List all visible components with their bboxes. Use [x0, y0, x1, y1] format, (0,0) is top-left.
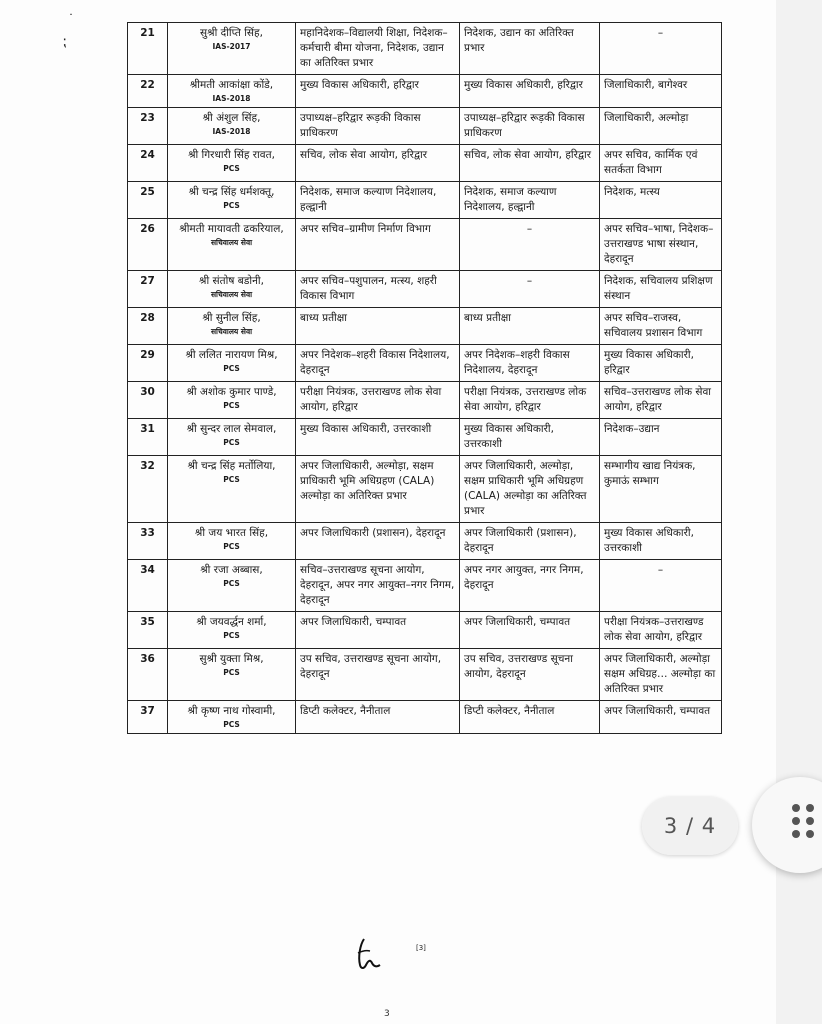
new-posting: – — [600, 23, 722, 75]
current-posting: निदेशक, समाज कल्याण निदेशालय, हल्द्वानी — [296, 182, 460, 219]
table-row — [128, 145, 722, 182]
new-posting: सम्भागीय खाद्य नियंत्रक, कुमाऊं सम्भाग — [600, 456, 722, 523]
retained-posting: अपर नगर आयुक्त, नगर निगम, देहरादून — [460, 560, 600, 612]
footer-mark: [3] — [416, 944, 426, 952]
current-posting: बाध्य प्रतीक्षा — [296, 308, 460, 345]
officer-service: PCS — [223, 164, 240, 173]
officer-cell — [168, 75, 296, 108]
table-row — [128, 523, 722, 560]
officer-cell — [168, 219, 296, 271]
grid-dots-icon — [792, 804, 818, 844]
retained-posting: मुख्य विकास अधिकारी, उत्तरकाशी — [460, 419, 600, 456]
current-posting: परीक्षा नियंत्रक, उत्तराखण्ड लोक सेवा आयोग, हरिद्वार — [296, 382, 460, 419]
officer-name: श्री ललित नारायण मिश्र, — [185, 349, 278, 361]
page-indicator: 3 / 4 — [642, 797, 738, 855]
new-posting: अपर सचिव–राजस्व, सचिवालय प्रशासन विभाग — [600, 308, 722, 345]
table-row — [128, 108, 722, 145]
new-posting: निदेशक–उद्यान — [600, 419, 722, 456]
current-posting: मुख्य विकास अधिकारी, उत्तरकाशी — [296, 419, 460, 456]
serial-number: 31 — [128, 419, 168, 456]
retained-posting: उपाध्यक्ष–हरिद्वार रूड़की विकास प्राधिकरण — [460, 108, 600, 145]
officer-cell — [168, 345, 296, 382]
table-row — [128, 382, 722, 419]
officer-cell — [168, 649, 296, 701]
new-posting: अपर जिलाधिकारी, चम्पावत — [600, 701, 722, 734]
table-row — [128, 23, 722, 75]
officer-cell — [168, 560, 296, 612]
serial-number: 25 — [128, 182, 168, 219]
officer-service: PCS — [223, 542, 240, 551]
retained-posting: मुख्य विकास अधिकारी, हरिद्वार — [460, 75, 600, 108]
officer-cell — [168, 523, 296, 560]
serial-number: 34 — [128, 560, 168, 612]
new-posting: सचिव–उत्तराखण्ड लोक सेवा आयोग, हरिद्वार — [600, 382, 722, 419]
table-row — [128, 308, 722, 345]
new-posting: मुख्य विकास अधिकारी, उत्तरकाशी — [600, 523, 722, 560]
serial-number: 33 — [128, 523, 168, 560]
retained-posting: अपर जिलाधिकारी, अल्मोड़ा, सक्षम प्राधिकारी भूमि अधिग्रहण (CALA) अल्मोड़ा का अतिरिक्त प्रभार — [460, 456, 600, 523]
retained-posting: अपर जिलाधिकारी (प्रशासन), देहरादून — [460, 523, 600, 560]
officer-cell — [168, 456, 296, 523]
retained-posting: निदेशक, उद्यान का अतिरिक्त प्रभार — [460, 23, 600, 75]
serial-number: 27 — [128, 271, 168, 308]
serial-number: 36 — [128, 649, 168, 701]
retained-posting: निदेशक, समाज कल्याण निदेशालय, हल्द्वानी — [460, 182, 600, 219]
retained-posting: परीक्षा नियंत्रक, उत्तराखण्ड लोक सेवा आयोग, हरिद्वार — [460, 382, 600, 419]
officer-cell — [168, 108, 296, 145]
retained-posting: अपर जिलाधिकारी, चम्पावत — [460, 612, 600, 649]
officer-service: PCS — [223, 401, 240, 410]
new-posting: परीक्षा नियंत्रक–उत्तराखण्ड लोक सेवा आयोग, हरिद्वार — [600, 612, 722, 649]
officer-service: PCS — [223, 475, 240, 484]
table-row — [128, 271, 722, 308]
officer-name: श्री सुनील सिंह, — [202, 312, 261, 324]
officer-name: श्री गिरधारी सिंह रावत, — [188, 149, 275, 161]
new-posting: निदेशक, मत्स्य — [600, 182, 722, 219]
officer-name: श्रीमती मायावती ढकरियाल, — [179, 223, 284, 235]
officer-service: PCS — [223, 668, 240, 677]
officer-name: श्री सुन्दर लाल सेमवाल, — [186, 423, 277, 435]
margin-mark: ⁏ — [62, 34, 67, 50]
current-posting: मुख्य विकास अधिकारी, हरिद्वार — [296, 75, 460, 108]
new-posting: – — [600, 560, 722, 612]
officer-name: श्री संतोष बडोनी, — [199, 275, 264, 287]
current-posting: अपर जिलाधिकारी, चम्पावत — [296, 612, 460, 649]
serial-number: 37 — [128, 701, 168, 734]
serial-number: 29 — [128, 345, 168, 382]
serial-number: 32 — [128, 456, 168, 523]
table-row — [128, 456, 722, 523]
serial-number: 35 — [128, 612, 168, 649]
officer-name: श्री अंशुल सिंह, — [202, 112, 261, 124]
officer-name: सुश्री युक्ता मिश्र, — [199, 653, 264, 665]
serial-number: 23 — [128, 108, 168, 145]
retained-posting: – — [460, 271, 600, 308]
current-posting: डिप्टी कलेक्टर, नैनीताल — [296, 701, 460, 734]
officer-name: श्री जय भारत सिंह, — [194, 527, 269, 539]
new-posting: अपर सचिव, कार्मिक एवं सतर्कता विभाग — [600, 145, 722, 182]
current-posting: अपर जिलाधिकारी, अल्मोड़ा, सक्षम प्राधिकारी भूमि अधिग्रहण (CALA) अल्मोड़ा का अतिरिक्त प्रभार — [296, 456, 460, 523]
serial-number: 22 — [128, 75, 168, 108]
new-posting: जिलाधिकारी, अल्मोड़ा — [600, 108, 722, 145]
officer-service: PCS — [223, 438, 240, 447]
officer-name: श्री अशोक कुमार पाण्डे, — [186, 386, 277, 398]
page-number: 3 — [384, 1009, 390, 1019]
officer-cell — [168, 382, 296, 419]
officer-service: IAS-2018 — [212, 127, 251, 136]
new-posting: जिलाधिकारी, बागेश्वर — [600, 75, 722, 108]
officer-service: PCS — [223, 579, 240, 588]
officer-cell — [168, 701, 296, 734]
serial-number: 26 — [128, 219, 168, 271]
margin-mark: ˙ — [68, 12, 74, 26]
officer-service: IAS-2018 — [212, 94, 251, 103]
current-posting: उपाध्यक्ष–हरिद्वार रूड़की विकास प्राधिकरण — [296, 108, 460, 145]
officer-service: IAS-2017 — [212, 42, 251, 51]
signature — [350, 935, 384, 975]
current-posting: सचिव, लोक सेवा आयोग, हरिद्वार — [296, 145, 460, 182]
officer-name: श्री रजा अब्बास, — [200, 564, 263, 576]
table-row — [128, 701, 722, 734]
table-row — [128, 345, 722, 382]
retained-posting: – — [460, 219, 600, 271]
officer-cell — [168, 145, 296, 182]
retained-posting: उप सचिव, उत्तराखण्ड सूचना आयोग, देहरादून — [460, 649, 600, 701]
posting-table — [127, 22, 722, 734]
officer-service: सचिवालय सेवा — [210, 238, 253, 247]
officer-cell — [168, 271, 296, 308]
current-posting: अपर जिलाधिकारी (प्रशासन), देहरादून — [296, 523, 460, 560]
officer-cell — [168, 182, 296, 219]
current-posting: सचिव–उत्तराखण्ड सूचना आयोग, देहरादून, अपर नगर आयुक्त–नगर निगम, देहरादून — [296, 560, 460, 612]
officer-cell — [168, 308, 296, 345]
retained-posting: डिप्टी कलेक्टर, नैनीताल — [460, 701, 600, 734]
serial-number: 21 — [128, 23, 168, 75]
officer-name: श्रीमती आकांक्षा कोंडे, — [189, 79, 274, 91]
table-row — [128, 75, 722, 108]
serial-number: 30 — [128, 382, 168, 419]
officer-service: सचिवालय सेवा — [210, 290, 253, 299]
officer-name: श्री जयवर्द्धन शर्मा, — [196, 616, 267, 628]
current-posting: अपर सचिव–पशुपालन, मत्स्य, शहरी विकास विभाग — [296, 271, 460, 308]
officer-service: PCS — [223, 201, 240, 210]
officer-name: श्री चन्द्र सिंह धर्मशक्तू, — [188, 186, 275, 198]
new-posting: अपर सचिव–भाषा, निदेशक–उत्तराखण्ड भाषा संस्थान, देहरादून — [600, 219, 722, 271]
serial-number: 24 — [128, 145, 168, 182]
officer-cell — [168, 612, 296, 649]
officer-service: PCS — [223, 720, 240, 729]
current-posting: अपर सचिव–ग्रामीण निर्माण विभाग — [296, 219, 460, 271]
table-row — [128, 182, 722, 219]
new-posting: मुख्य विकास अधिकारी, हरिद्वार — [600, 345, 722, 382]
officer-cell — [168, 23, 296, 75]
table-row — [128, 219, 722, 271]
officer-name: श्री चन्द्र सिंह मर्तोलिया, — [187, 460, 276, 472]
serial-number: 28 — [128, 308, 168, 345]
officer-name: श्री कृष्ण नाथ गोस्वामी, — [187, 705, 276, 717]
current-posting: महानिदेशक–विद्यालयी शिक्षा, निदेशक–कर्मचारी बीमा योजना, निदेशक, उद्यान का अतिरिक्त प्रभार — [296, 23, 460, 75]
current-posting: अपर निदेशक–शहरी विकास निदेशालय, देहरादून — [296, 345, 460, 382]
table-row — [128, 612, 722, 649]
officer-service: PCS — [223, 631, 240, 640]
table-row — [128, 649, 722, 701]
officer-cell — [168, 419, 296, 456]
table-row — [128, 560, 722, 612]
table-row — [128, 419, 722, 456]
retained-posting: अपर निदेशक–शहरी विकास निदेशालय, देहरादून — [460, 345, 600, 382]
officer-service: PCS — [223, 364, 240, 373]
current-posting: उप सचिव, उत्तराखण्ड सूचना आयोग, देहरादून — [296, 649, 460, 701]
new-posting: निदेशक, सचिवालय प्रशिक्षण संस्थान — [600, 271, 722, 308]
retained-posting: सचिव, लोक सेवा आयोग, हरिद्वार — [460, 145, 600, 182]
retained-posting: बाध्य प्रतीक्षा — [460, 308, 600, 345]
new-posting: अपर जिलाधिकारी, अल्मोड़ा सक्षम अधिग्रह… अल्मोड़ा का अतिरिक्त प्रभार — [600, 649, 722, 701]
officer-name: सुश्री दीप्ति सिंह, — [200, 27, 263, 39]
officer-service: सचिवालय सेवा — [210, 327, 253, 336]
